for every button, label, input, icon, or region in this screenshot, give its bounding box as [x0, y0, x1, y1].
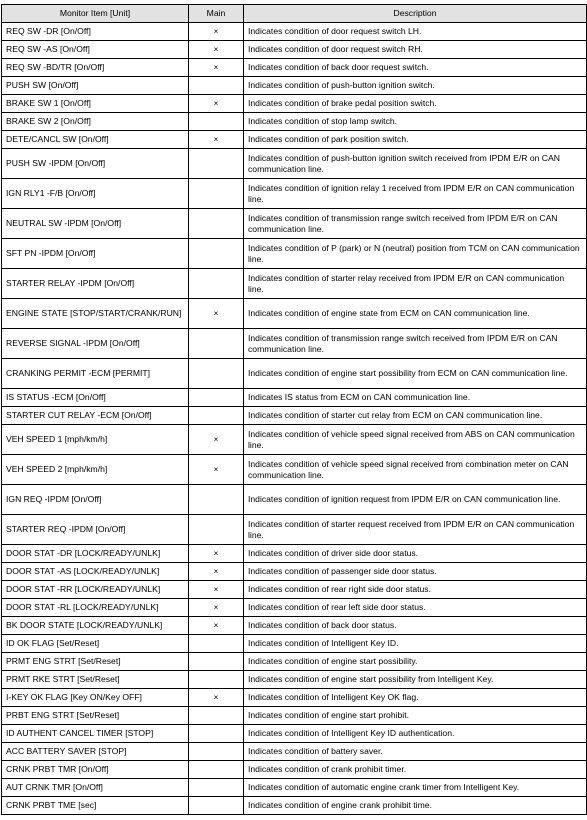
monitor-item-cell: BRAKE SW 2 [On/Off] [2, 113, 189, 131]
main-mark-cell [189, 407, 244, 425]
monitor-item-cell: VEH SPEED 2 [mph/km/h] [2, 455, 189, 485]
table-body [2, 23, 587, 815]
main-mark-cell [189, 359, 244, 389]
table-row [2, 545, 587, 563]
main-mark-cell: × [189, 425, 244, 455]
monitor-item-cell: ACC BATTERY SAVER [STOP] [2, 743, 189, 761]
main-mark-cell: × [189, 599, 244, 617]
main-mark-cell: × [189, 299, 244, 329]
table-row [2, 149, 587, 179]
monitor-item-cell: STARTER CUT RELAY -ECM [On/Off] [2, 407, 189, 425]
monitor-item-table [1, 4, 587, 815]
main-mark-cell [189, 635, 244, 653]
description-cell: Indicates condition of door request switch RH. [244, 41, 587, 59]
table-row [2, 269, 587, 299]
main-mark-cell [189, 707, 244, 725]
monitor-item-cell: DOOR STAT -AS [LOCK/READY/UNLK] [2, 563, 189, 581]
main-mark-cell [189, 515, 244, 545]
monitor-item-cell: NEUTRAL SW -IPDM [On/Off] [2, 209, 189, 239]
main-mark-cell: × [189, 131, 244, 149]
description-cell: Indicates condition of transmission range switch received from IPDM E/R on CAN communication line. [244, 329, 587, 359]
table-row [2, 425, 587, 455]
header-main: Main [189, 5, 244, 23]
description-cell: Indicates condition of engine start possibility. [244, 653, 587, 671]
description-cell: Indicates condition of transmission range switch received from IPDM E/R on CAN communication line. [244, 209, 587, 239]
monitor-item-cell: PUSH SW [On/Off] [2, 77, 189, 95]
monitor-item-cell: IGN REQ -IPDM [On/Off] [2, 485, 189, 515]
main-mark-cell: × [189, 95, 244, 113]
monitor-item-cell: DETE/CANCL SW [On/Off] [2, 131, 189, 149]
main-mark-cell: × [189, 617, 244, 635]
main-mark-cell [189, 761, 244, 779]
description-cell: Indicates condition of starter relay received from IPDM E/R on CAN communication line. [244, 269, 587, 299]
main-mark-cell: × [189, 23, 244, 41]
main-mark-cell [189, 239, 244, 269]
table-row [2, 329, 587, 359]
table-row [2, 407, 587, 425]
table-row [2, 599, 587, 617]
table-row [2, 389, 587, 407]
description-cell: Indicates condition of battery saver. [244, 743, 587, 761]
description-cell: Indicates condition of back door request switch. [244, 59, 587, 77]
monitor-item-cell: PRMT ENG STRT [Set/Reset] [2, 653, 189, 671]
table-row [2, 23, 587, 41]
table-row [2, 617, 587, 635]
table-row [2, 707, 587, 725]
table-row [2, 563, 587, 581]
table-row [2, 761, 587, 779]
table-row [2, 485, 587, 515]
description-cell: Indicates condition of engine crank prohibit time. [244, 797, 587, 815]
main-mark-cell [189, 269, 244, 299]
table-row [2, 239, 587, 269]
description-cell: Indicates condition of engine start possibility from ECM on CAN communication line. [244, 359, 587, 389]
table-row [2, 581, 587, 599]
main-mark-cell [189, 179, 244, 209]
monitor-item-cell: REVERSE SIGNAL -IPDM [On/Off] [2, 329, 189, 359]
description-cell: Indicates condition of driver side door status. [244, 545, 587, 563]
monitor-item-cell: IS STATUS -ECM [On/Off] [2, 389, 189, 407]
table-row [2, 653, 587, 671]
monitor-item-cell: DOOR STAT -RR [LOCK/READY/UNLK] [2, 581, 189, 599]
table-row [2, 725, 587, 743]
main-mark-cell [189, 149, 244, 179]
monitor-item-cell: REQ SW -AS [On/Off] [2, 41, 189, 59]
main-mark-cell: × [189, 581, 244, 599]
description-cell: Indicates condition of passenger side door status. [244, 563, 587, 581]
table-row [2, 779, 587, 797]
main-mark-cell [189, 209, 244, 239]
description-cell: Indicates condition of vehicle speed signal received from combination meter on CAN communication line. [244, 455, 587, 485]
header-description: Description [244, 5, 587, 23]
description-cell: Indicates condition of door request switch LH. [244, 23, 587, 41]
description-cell: Indicates IS status from ECM on CAN communication line. [244, 389, 587, 407]
monitor-item-cell: STARTER RELAY -IPDM [On/Off] [2, 269, 189, 299]
table-row [2, 299, 587, 329]
table-row [2, 635, 587, 653]
main-mark-cell [189, 779, 244, 797]
table-row [2, 41, 587, 59]
main-mark-cell: × [189, 455, 244, 485]
table-row [2, 689, 587, 707]
description-cell: Indicates condition of rear right side door status. [244, 581, 587, 599]
header-monitor-item: Monitor Item [Unit] [2, 5, 189, 23]
description-cell: Indicates condition of push-button ignition switch. [244, 77, 587, 95]
monitor-item-cell: VEH SPEED 1 [mph/km/h] [2, 425, 189, 455]
main-mark-cell [189, 485, 244, 515]
description-cell: Indicates condition of park position switch. [244, 131, 587, 149]
monitor-item-cell: DOOR STAT -RL [LOCK/READY/UNLK] [2, 599, 189, 617]
monitor-item-cell: ID OK FLAG [Set/Reset] [2, 635, 189, 653]
description-cell: Indicates condition of stop lamp switch. [244, 113, 587, 131]
table-row [2, 671, 587, 689]
description-cell: Indicates condition of push-button ignition switch received from IPDM E/R on CAN communication line. [244, 149, 587, 179]
main-mark-cell: × [189, 59, 244, 77]
main-mark-cell: × [189, 689, 244, 707]
table-row [2, 455, 587, 485]
monitor-item-cell: BK DOOR STATE [LOCK/READY/UNLK] [2, 617, 189, 635]
table-row [2, 113, 587, 131]
description-cell: Indicates condition of brake pedal position switch. [244, 95, 587, 113]
monitor-item-cell: IGN RLY1 -F/B [On/Off] [2, 179, 189, 209]
monitor-item-cell: CRNK PRBT TMR [On/Off] [2, 761, 189, 779]
monitor-item-cell: BRAKE SW 1 [On/Off] [2, 95, 189, 113]
main-mark-cell [189, 671, 244, 689]
monitor-item-cell: ENGINE STATE [STOP/START/CRANK/RUN] [2, 299, 189, 329]
description-cell: Indicates condition of ignition relay 1 received from IPDM E/R on CAN communication line. [244, 179, 587, 209]
table-row [2, 179, 587, 209]
table-row [2, 797, 587, 815]
description-cell: Indicates condition of Intelligent Key OK flag. [244, 689, 587, 707]
description-cell: Indicates condition of P (park) or N (neutral) position from TCM on CAN communication line. [244, 239, 587, 269]
main-mark-cell: × [189, 563, 244, 581]
monitor-item-cell: CRNK PRBT TME [sec] [2, 797, 189, 815]
monitor-item-cell: PRBT ENG STRT [Set/Reset] [2, 707, 189, 725]
main-mark-cell [189, 77, 244, 95]
table-row [2, 359, 587, 389]
description-cell: Indicates condition of engine state from ECM on CAN communication line. [244, 299, 587, 329]
main-mark-cell [189, 329, 244, 359]
monitor-item-cell: PRMT RKE STRT [Set/Reset] [2, 671, 189, 689]
description-cell: Indicates condition of back door status. [244, 617, 587, 635]
table-header-row [2, 5, 587, 23]
description-cell: Indicates condition of engine start possibility from Intelligent Key. [244, 671, 587, 689]
description-cell: Indicates condition of starter cut relay from ECM on CAN communication line. [244, 407, 587, 425]
description-cell: Indicates condition of crank prohibit timer. [244, 761, 587, 779]
monitor-item-cell: DOOR STAT -DR [LOCK/READY/UNLK] [2, 545, 189, 563]
monitor-item-cell: PUSH SW -IPDM [On/Off] [2, 149, 189, 179]
description-cell: Indicates condition of Intelligent Key ID. [244, 635, 587, 653]
table-row [2, 95, 587, 113]
description-cell: Indicates condition of ignition request from IPDM E/R on CAN communication line. [244, 485, 587, 515]
table-row [2, 515, 587, 545]
monitor-item-cell: ID AUTHENT CANCEL TIMER [STOP] [2, 725, 189, 743]
main-mark-cell [189, 389, 244, 407]
description-cell: Indicates condition of Intelligent Key ID authentication. [244, 725, 587, 743]
main-mark-cell [189, 653, 244, 671]
main-mark-cell: × [189, 545, 244, 563]
main-mark-cell [189, 797, 244, 815]
description-cell: Indicates condition of rear left side door status. [244, 599, 587, 617]
monitor-item-cell: STARTER REQ -IPDM [On/Off] [2, 515, 189, 545]
monitor-item-cell: AUT CRNK TMR [On/Off] [2, 779, 189, 797]
description-cell: Indicates condition of starter request received from IPDM E/R on CAN communication line. [244, 515, 587, 545]
monitor-item-cell: SFT PN -IPDM [On/Off] [2, 239, 189, 269]
monitor-item-cell: REQ SW -DR [On/Off] [2, 23, 189, 41]
table-row [2, 77, 587, 95]
monitor-item-cell: I-KEY OK FLAG [Key ON/Key OFF] [2, 689, 189, 707]
monitor-item-cell: REQ SW -BD/TR [On/Off] [2, 59, 189, 77]
description-cell: Indicates condition of engine start prohibit. [244, 707, 587, 725]
monitor-item-cell: CRANKING PERMIT -ECM [PERMIT] [2, 359, 189, 389]
main-mark-cell [189, 725, 244, 743]
description-cell: Indicates condition of vehicle speed signal received from ABS on CAN communication line. [244, 425, 587, 455]
table-row [2, 59, 587, 77]
main-mark-cell: × [189, 41, 244, 59]
description-cell: Indicates condition of automatic engine crank timer from Intelligent Key. [244, 779, 587, 797]
table-row [2, 209, 587, 239]
table-row [2, 131, 587, 149]
table-row [2, 743, 587, 761]
main-mark-cell [189, 113, 244, 131]
main-mark-cell [189, 743, 244, 761]
